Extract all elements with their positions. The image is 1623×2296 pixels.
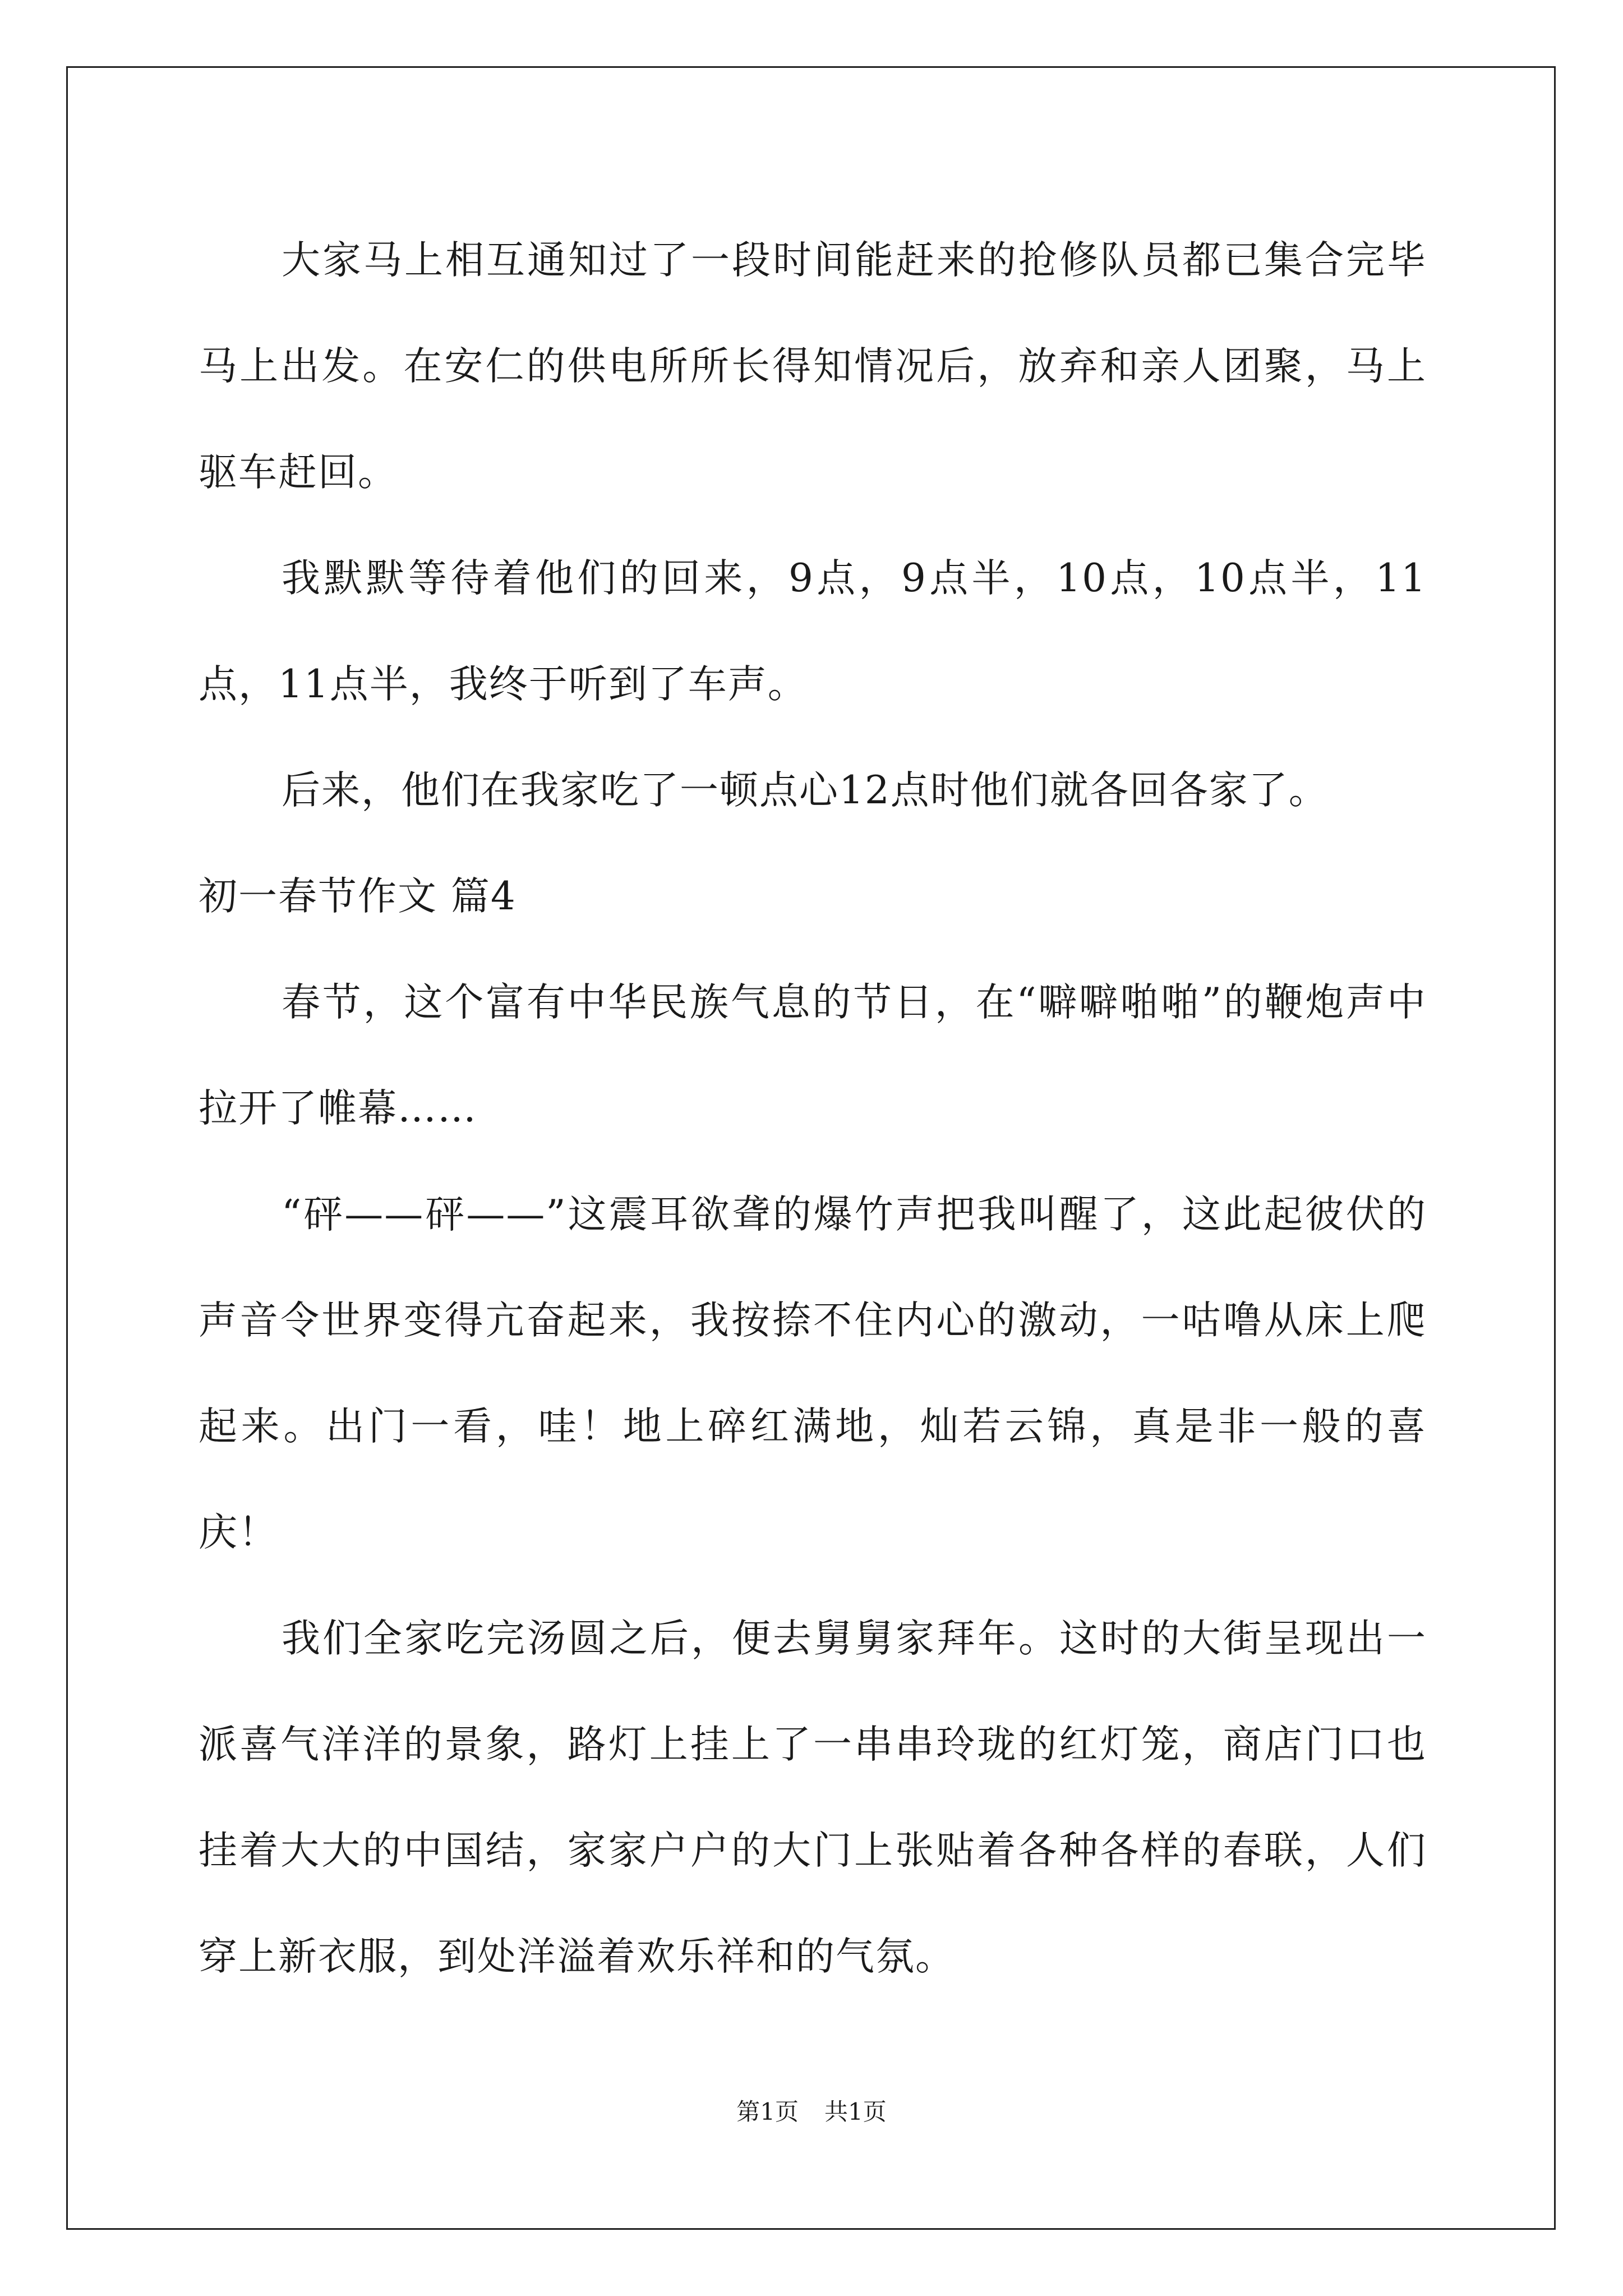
page-number: 第1页 (736, 2098, 799, 2125)
section-heading: 初一春节作文 篇4 (199, 874, 517, 919)
paragraph-3: 后来，他们在我家吃了一顿点心12点时他们就各回各家了。 (282, 768, 1329, 813)
section-paragraph-3: 我们全家吃完汤圆之后，便去舅舅家拜年。这时的大街呈现出一派喜气洋洋的景象，路灯上挂上了一串串玲珑的红灯笼，商店门口也挂着大大的中国结，家家户户的大门上张贴着各种各样的春联，人们穿上新衣服，到处洋溢着欢乐祥和的气氛。 (199, 1616, 1427, 1979)
page-footer (0, 2095, 1623, 2129)
section-paragraph-1: 春节，这个富有中华民族气息的节日，在“噼噼啪啪”的鞭炮声中拉开了帷幕…… (199, 980, 1427, 1131)
paragraph-1: 大家马上相互通知过了一段时间能赶来的抢修队员都已集合完毕马上出发。在安仁的供电所所长得知情况后，放弃和亲人团聚，马上驱车赶回。 (199, 238, 1427, 495)
section-paragraph-2: “砰——砰——”这震耳欲聋的爆竹声把我叫醒了，这此起彼伏的声音令世界变得亢奋起来，我按捺不住内心的激动，一咕噜从床上爬起来。出门一看，哇！地上碎红满地，灿若云锦，真是非一般的喜庆！ (199, 1192, 1427, 1555)
paragraph-2: 我默默等待着他们的回来，9点，9点半，10点，10点半，11点，11点半，我终于听到了车声。 (199, 556, 1427, 707)
page-total: 共1页 (824, 2098, 887, 2125)
document-body (199, 208, 1427, 2010)
